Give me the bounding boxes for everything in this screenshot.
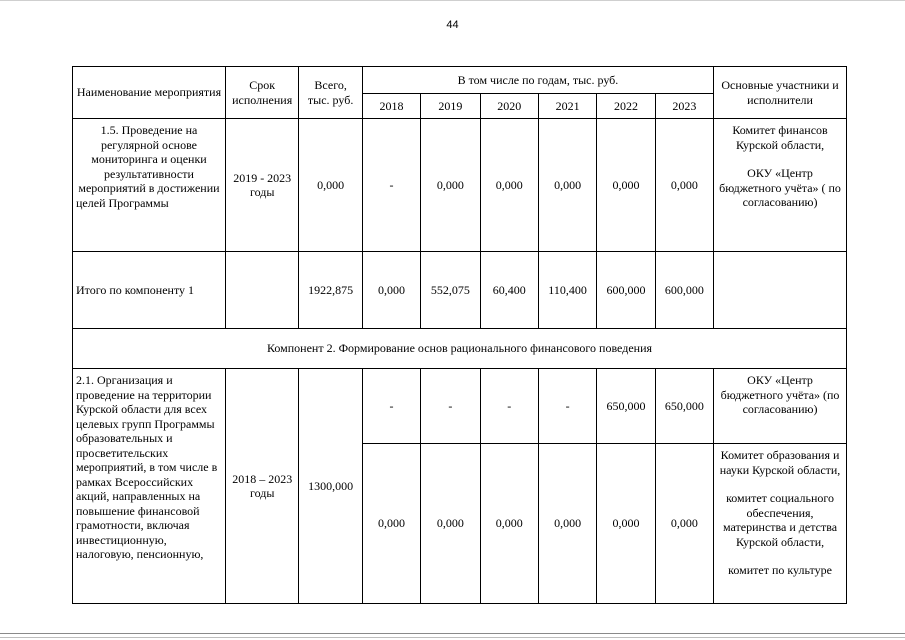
row-2-1-a-value: -: [538, 369, 596, 444]
row-1-5-total: 0,000: [299, 119, 362, 252]
header-term: Срок исполнения: [225, 67, 298, 119]
header-name: Наименование мероприятия: [73, 67, 226, 119]
header-by-years: В том числе по годам, тыс. руб.: [362, 67, 713, 94]
row-2-1-a-value: 650,000: [597, 369, 655, 444]
table-row-1-5: [73, 119, 847, 252]
row-1-5-value: 0,000: [421, 119, 480, 252]
row-1-5-name: 1.5. Проведение на регулярной основе мониторинга и оценки результативности мероприятий в достижении целей Программы: [73, 119, 226, 252]
row-2-1-a-value: -: [421, 369, 480, 444]
row-1-5-value: -: [362, 119, 420, 252]
bottom-rule: [0, 637, 905, 638]
participant-2: комитет социального обеспечения, материнства и детства Курской области,: [723, 491, 838, 549]
total-1-value: 600,000: [655, 252, 713, 329]
row-2-1-b-value: 0,000: [655, 444, 713, 604]
header-year: 2023: [655, 94, 713, 119]
header-row: [73, 67, 847, 94]
row-2-1-b-value: 0,000: [597, 444, 655, 604]
header-year: 2019: [421, 94, 480, 119]
row-1-5-value: 0,000: [480, 119, 538, 252]
table-row-2-1-a: [73, 369, 847, 444]
component-2-row: [73, 329, 847, 369]
row-1-5-value: 0,000: [538, 119, 596, 252]
page-number: 44: [446, 19, 459, 31]
participant-1: Комитет финансов Курской области,: [732, 123, 828, 152]
row-2-1-b-value: 0,000: [421, 444, 480, 604]
header-year: 2022: [597, 94, 655, 119]
component-2-title: Компонент 2. Формирование основ рационального финансового поведения: [73, 329, 847, 369]
row-1-5-participants: [714, 119, 847, 252]
header-year: 2020: [480, 94, 538, 119]
row-1-5-value: 0,000: [597, 119, 655, 252]
header-year: 2018: [362, 94, 420, 119]
row-2-1-total: 1300,000: [299, 369, 362, 604]
participant-2: ОКУ «Центр бюджетного учёта» ( по согласованию): [719, 166, 841, 209]
header-total: Всего, тыс. руб.: [299, 67, 362, 119]
row-2-1-b-value: 0,000: [362, 444, 420, 604]
top-rule: [0, 0, 905, 1]
total-1-participants: [714, 252, 847, 329]
row-1-5-term: 2019 - 2023 годы: [225, 119, 298, 252]
row-2-1-term: 2018 – 2023 годы: [225, 369, 298, 604]
total-1-value: 60,400: [480, 252, 538, 329]
bottom-rule: [0, 633, 905, 634]
row-1-5-value: 0,000: [655, 119, 713, 252]
row-2-1-a-value: 650,000: [655, 369, 713, 444]
row-2-1-b-participants: [714, 444, 847, 604]
header-year: 2021: [538, 94, 596, 119]
participant-3: комитет по культуре: [728, 563, 832, 577]
table-row-total-1: [73, 252, 847, 329]
total-1-total: 1922,875: [299, 252, 362, 329]
row-2-1-b-value: 0,000: [480, 444, 538, 604]
row-2-1-a-value: -: [480, 369, 538, 444]
row-2-1-a-value: -: [362, 369, 420, 444]
row-2-1-name: 2.1. Организация и проведение на территории Курской области для всех целевых групп Программы образовательных и просветительских мероприятий, в том числе в рамках Всероссийских акций, направленных на повышение финансовой грамотности, включая инвестиционную, налоговую, пенсионную,: [73, 369, 226, 604]
total-1-term: [225, 252, 298, 329]
total-1-value: 110,400: [538, 252, 596, 329]
participant-1: Комитет образования и науки Курской области,: [719, 448, 841, 477]
budget-table: [72, 66, 847, 604]
row-2-1-b-value: 0,000: [538, 444, 596, 604]
total-1-name: Итого по компоненту 1: [73, 252, 226, 329]
row-2-1-a-participant: ОКУ «Центр бюджетного учёта» (по согласованию): [714, 369, 847, 444]
header-participants: Основные участники и исполнители: [714, 67, 847, 119]
total-1-value: 0,000: [362, 252, 420, 329]
total-1-value: 552,075: [421, 252, 480, 329]
total-1-value: 600,000: [597, 252, 655, 329]
